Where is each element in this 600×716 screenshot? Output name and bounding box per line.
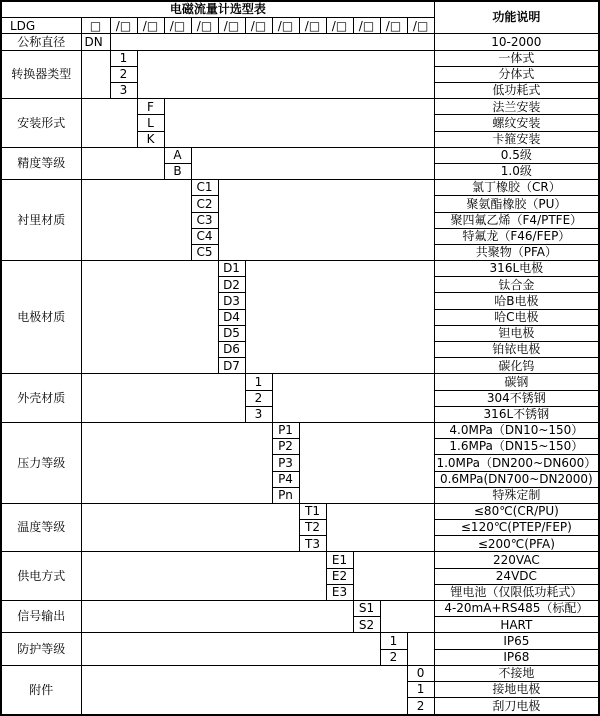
function-desc: 特氟龙（F46/FEP） xyxy=(434,228,599,244)
model-slot: /□ xyxy=(110,18,137,34)
code-cell: E1 xyxy=(326,552,353,568)
blank-cell xyxy=(191,147,434,179)
function-desc: 316L电极 xyxy=(434,261,599,277)
function-desc: 316L不锈钢 xyxy=(434,406,599,422)
function-desc: 钛合金 xyxy=(434,277,599,293)
function-desc: 接地电极 xyxy=(434,681,599,697)
code-cell: C1 xyxy=(191,180,218,196)
function-desc: HART xyxy=(434,617,599,633)
model-slot: /□ xyxy=(380,18,407,34)
section-label: 压力等级 xyxy=(1,422,81,503)
blank-cell xyxy=(81,374,245,423)
function-column-header: 功能说明 xyxy=(434,1,599,34)
code-cell: E2 xyxy=(326,568,353,584)
function-desc: 1.6MPa（DN15~150） xyxy=(434,439,599,455)
blank-cell xyxy=(81,665,407,715)
code-cell: T3 xyxy=(299,536,326,552)
function-desc: 分体式 xyxy=(434,66,599,82)
code-cell: 1 xyxy=(245,374,272,390)
code-cell: T2 xyxy=(299,520,326,536)
section-label: 安装形式 xyxy=(1,99,81,148)
function-desc: 1.0MPa（DN200~DN600） xyxy=(434,455,599,471)
section-label: 温度等级 xyxy=(1,503,81,552)
code-cell: 2 xyxy=(245,390,272,406)
code-cell: 0 xyxy=(407,665,434,681)
function-desc: 4.0MPa（DN10~150） xyxy=(434,422,599,438)
function-desc: 卡箍安装 xyxy=(434,131,599,147)
blank-cell xyxy=(81,552,326,601)
section-label: 防护等级 xyxy=(1,633,81,665)
model-slot: /□ xyxy=(137,18,164,34)
function-desc: 共聚物（PFA） xyxy=(434,244,599,260)
code-cell: S1 xyxy=(353,601,380,617)
blank-cell xyxy=(81,147,164,179)
function-desc: 聚四氟乙烯（F4/PTFE） xyxy=(434,212,599,228)
function-desc: 0.6MPa(DN700~DN2000) xyxy=(434,471,599,487)
blank-cell xyxy=(81,422,272,503)
section-label: 公称直径 xyxy=(1,34,81,50)
blank-cell xyxy=(81,180,191,261)
function-desc: 钽电极 xyxy=(434,325,599,341)
function-desc: 4-20mA+RS485（标配） xyxy=(434,601,599,617)
function-desc: 不接地 xyxy=(434,665,599,681)
blank-cell xyxy=(326,503,434,552)
code-cell: D1 xyxy=(218,261,245,277)
code-cell: 3 xyxy=(110,83,137,99)
model-prefix: LDG xyxy=(1,18,81,34)
function-desc: 低功耗式 xyxy=(434,83,599,99)
section-label: 附件 xyxy=(1,665,81,715)
function-desc: 哈B电极 xyxy=(434,293,599,309)
blank-cell xyxy=(137,50,434,99)
code-cell: C4 xyxy=(191,228,218,244)
function-desc: ≤120℃(PTEP/FEP) xyxy=(434,520,599,536)
blank-cell xyxy=(272,374,434,423)
function-desc: 碳化钨 xyxy=(434,358,599,374)
code-cell: P4 xyxy=(272,471,299,487)
code-cell: A xyxy=(164,147,191,163)
function-desc: ≤80℃(CR/PU) xyxy=(434,503,599,519)
code-cell: D3 xyxy=(218,293,245,309)
function-desc: 24VDC xyxy=(434,568,599,584)
model-slot: /□ xyxy=(191,18,218,34)
function-desc: ≤200℃(PFA) xyxy=(434,536,599,552)
function-desc: 220VAC xyxy=(434,552,599,568)
table-title: 电磁流量计选型表 xyxy=(1,1,434,18)
section-label: 供电方式 xyxy=(1,552,81,601)
blank-cell xyxy=(81,503,299,552)
blank-cell xyxy=(110,34,434,50)
function-desc: 0.5级 xyxy=(434,147,599,163)
blank-cell xyxy=(218,180,434,261)
section-label: 精度等级 xyxy=(1,147,81,179)
blank-cell xyxy=(164,99,434,148)
function-desc: 法兰安装 xyxy=(434,99,599,115)
model-slot: /□ xyxy=(407,18,434,34)
blank-cell xyxy=(245,261,434,374)
code-cell: C5 xyxy=(191,244,218,260)
model-box: □ xyxy=(81,18,110,34)
blank-cell xyxy=(81,633,380,665)
model-slot: /□ xyxy=(299,18,326,34)
function-desc: 碳钢 xyxy=(434,374,599,390)
code-cell: 3 xyxy=(245,406,272,422)
code-cell: B xyxy=(164,163,191,179)
code-cell: 1 xyxy=(407,681,434,697)
function-desc: 304不锈钢 xyxy=(434,390,599,406)
blank-cell xyxy=(407,633,434,665)
code-cell: K xyxy=(137,131,164,147)
function-desc: 螺纹安装 xyxy=(434,115,599,131)
code-cell: C2 xyxy=(191,196,218,212)
function-desc: 特殊定制 xyxy=(434,487,599,503)
function-desc: IP65 xyxy=(434,633,599,649)
code-cell: D2 xyxy=(218,277,245,293)
code-cell: 2 xyxy=(407,698,434,715)
code-cell: DN xyxy=(81,34,110,50)
model-slot: /□ xyxy=(353,18,380,34)
code-cell: S2 xyxy=(353,617,380,633)
function-desc: IP68 xyxy=(434,649,599,665)
blank-cell xyxy=(353,552,434,601)
code-cell: 1 xyxy=(110,50,137,66)
model-slot: /□ xyxy=(245,18,272,34)
section-label: 衬里材质 xyxy=(1,180,81,261)
code-cell: 2 xyxy=(380,649,407,665)
code-cell: P1 xyxy=(272,422,299,438)
code-cell: Pn xyxy=(272,487,299,503)
section-label: 电极材质 xyxy=(1,261,81,374)
blank-cell xyxy=(81,261,218,374)
code-cell: D4 xyxy=(218,309,245,325)
code-cell: F xyxy=(137,99,164,115)
section-label: 外壳材质 xyxy=(1,374,81,423)
code-cell: D5 xyxy=(218,325,245,341)
function-desc: 聚氨酯橡胶（PU） xyxy=(434,196,599,212)
function-desc: 铂铱电极 xyxy=(434,342,599,358)
blank-cell xyxy=(81,601,353,633)
model-slot: /□ xyxy=(326,18,353,34)
function-desc: 锂电池（仅限低功耗式） xyxy=(434,584,599,600)
code-cell: C3 xyxy=(191,212,218,228)
section-label: 转换器类型 xyxy=(1,50,81,99)
function-desc: 哈C电极 xyxy=(434,309,599,325)
code-cell: 1 xyxy=(380,633,407,649)
code-cell: D6 xyxy=(218,342,245,358)
code-cell: L xyxy=(137,115,164,131)
model-slot: /□ xyxy=(272,18,299,34)
code-cell: P2 xyxy=(272,439,299,455)
code-cell: E3 xyxy=(326,584,353,600)
function-desc: 氯丁橡胶（CR） xyxy=(434,180,599,196)
code-cell: P3 xyxy=(272,455,299,471)
code-cell: 2 xyxy=(110,66,137,82)
blank-cell xyxy=(299,422,434,503)
function-desc: 一体式 xyxy=(434,50,599,66)
model-slot: /□ xyxy=(164,18,191,34)
section-label: 信号输出 xyxy=(1,601,81,633)
blank-cell xyxy=(81,50,110,99)
function-desc: 1.0级 xyxy=(434,163,599,179)
blank-cell xyxy=(380,601,434,633)
model-slot: /□ xyxy=(218,18,245,34)
code-cell: D7 xyxy=(218,358,245,374)
function-desc: 刮刀电极 xyxy=(434,698,599,715)
code-cell: T1 xyxy=(299,503,326,519)
blank-cell xyxy=(81,99,137,148)
function-desc: 10-2000 xyxy=(434,34,599,50)
